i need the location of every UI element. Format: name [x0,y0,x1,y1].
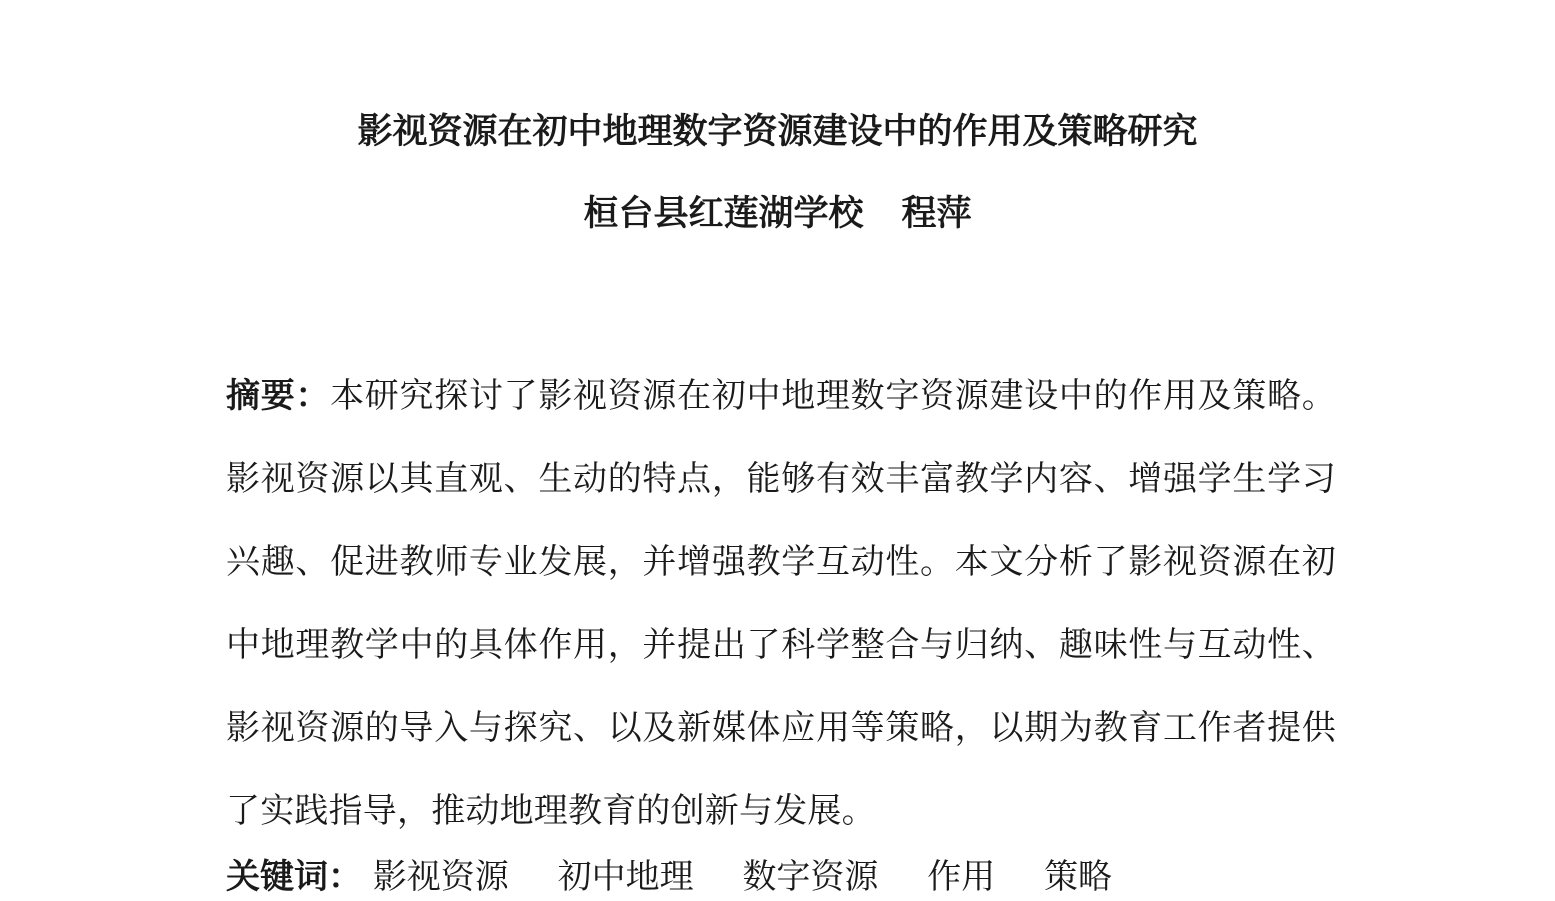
author-line [0,190,1555,238]
abstract-text: 本研究探讨了影视资源在初中地理数字资源建设中的作用及策略。影视资源以其直观、生动的特点，能够有效丰富教学内容、增强学生学习兴趣、促进教师专业发展，并增强教学互动性。本文分析了影视资源在初中地理教学中的具体作用，并提出了科学整合与归纳、趣味性与互动性、影视资源的导入与探究、以及新媒体应用等策略，以期为教育工作者提供了实践指导，推动地理教育的创新与发展。 [226,376,1336,831]
keywords-label: 关键词： [226,857,362,897]
keyword: 策略 [1044,857,1113,897]
document-title: 影视资源在初中地理数字资源建设中的作用及策略研究 [357,111,1198,152]
school-name: 桓台县红莲湖学校 [583,193,864,234]
keyword: 影视资源 [372,857,509,897]
keywords-line [226,853,1336,901]
keyword: 初中地理 [557,857,694,897]
abstract-label: 摘要： [226,376,331,416]
author-name: 程萍 [901,193,972,234]
keyword: 数字资源 [742,857,879,897]
abstract-paragraph [226,355,1336,853]
keyword: 作用 [927,857,996,897]
